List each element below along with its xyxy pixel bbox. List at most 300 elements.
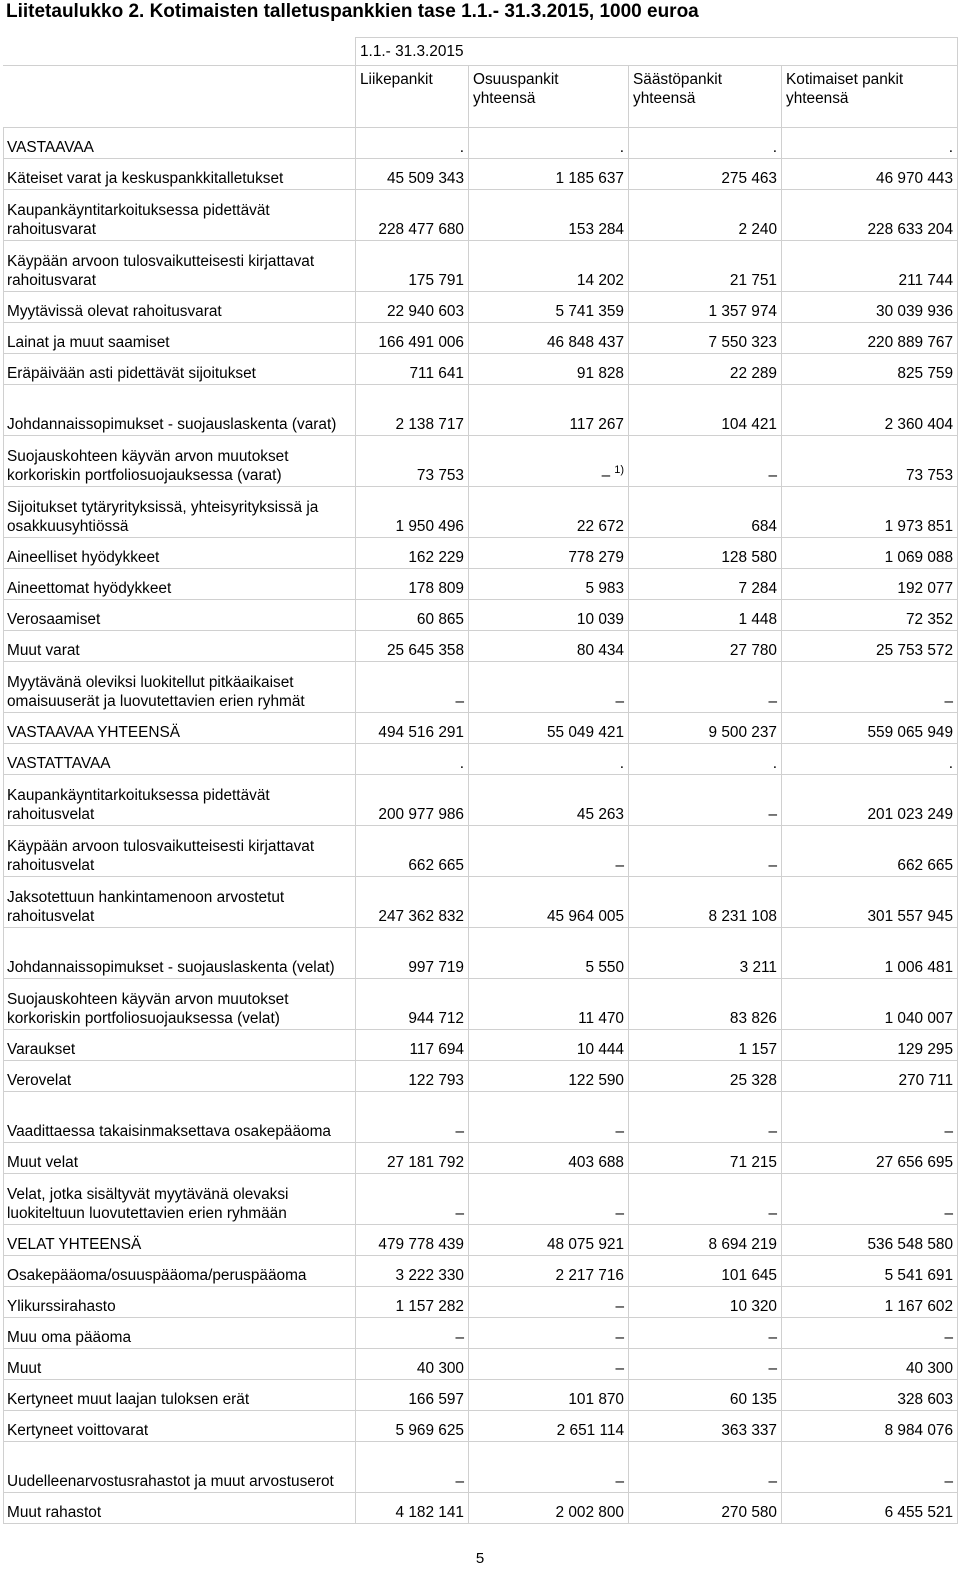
footnote-marker: 1)	[614, 464, 624, 476]
cell-value-text: 162 229	[408, 549, 464, 566]
cell-value-text: 536 548 580	[867, 1236, 954, 1253]
table-row	[4, 1174, 958, 1225]
row-label: Muut velat	[4, 1143, 356, 1174]
cell-value	[629, 323, 782, 354]
cell-value	[782, 323, 958, 354]
cell-value-text: .	[948, 755, 954, 772]
cell-value-text: –	[944, 1473, 954, 1490]
cell-value	[782, 1061, 958, 1092]
cell-value	[356, 487, 469, 538]
cell-value	[469, 1411, 629, 1442]
cell-value-text: 30 039 936	[876, 303, 954, 320]
cell-value-text: –	[455, 1473, 464, 1490]
table-row	[4, 241, 958, 292]
cell-value-text: 46 970 443	[876, 170, 954, 187]
cell-value	[356, 1174, 469, 1225]
cell-value-text: 25 328	[729, 1072, 777, 1089]
cell-value-text: 178 809	[408, 580, 464, 597]
row-label: Velat, jotka sisältyvät myytävänä olevaksi luokiteltuun luovutettavien erien ryhmään	[4, 1174, 356, 1225]
cell-value-text: 80 434	[576, 642, 624, 659]
table-row	[4, 436, 958, 487]
cell-value	[356, 436, 469, 487]
cell-value	[356, 538, 469, 569]
cell-value-text: 10 039	[576, 611, 624, 628]
cell-value	[782, 979, 958, 1030]
cell-value	[782, 1256, 958, 1287]
cell-value-text: 27 181 792	[386, 1154, 464, 1171]
cell-value	[356, 1225, 469, 1256]
cell-value-text: .	[459, 755, 464, 772]
cell-value	[469, 1061, 629, 1092]
row-label: Vaadittaessa takaisinmaksettava osakepääoma	[4, 1092, 356, 1143]
cell-value	[629, 1061, 782, 1092]
cell-value	[629, 1174, 782, 1225]
cell-value-text: 192 077	[897, 580, 954, 597]
cell-value-text: 1 448	[738, 611, 777, 628]
cell-value	[356, 1287, 469, 1318]
cell-value	[356, 1061, 469, 1092]
period-header-row	[4, 38, 958, 66]
cell-value	[782, 928, 958, 979]
cell-value	[469, 569, 629, 600]
cell-value	[469, 631, 629, 662]
row-label: Käypään arvoon tulosvaikutteisesti kirjattavat rahoitusvelat	[4, 826, 356, 877]
cell-value-text: –	[768, 467, 777, 484]
cell-value-text: 5 969 625	[395, 1422, 464, 1439]
cell-value-text: 1 040 007	[884, 1010, 954, 1027]
cell-value-text: –	[768, 857, 777, 874]
row-label: Verosaamiset	[4, 600, 356, 631]
table-row	[4, 292, 958, 323]
cell-value	[356, 292, 469, 323]
cell-value	[782, 775, 958, 826]
cell-value	[629, 928, 782, 979]
cell-value	[469, 538, 629, 569]
cell-value	[469, 826, 629, 877]
cell-value-text: 101 870	[568, 1391, 624, 1408]
table-row	[4, 775, 958, 826]
cell-value-text: 1 167 602	[884, 1298, 954, 1315]
cell-value-text: 71 215	[729, 1154, 777, 1171]
cell-value-text: –	[601, 467, 611, 484]
page-title: Liitetaulukko 2. Kotimaisten talletuspankkien tase 1.1.- 31.3.2015, 1000 euroa	[6, 1, 699, 22]
cell-value-text: 3 211	[739, 959, 777, 976]
cell-value	[782, 1411, 958, 1442]
table-row	[4, 385, 958, 436]
cell-value	[782, 292, 958, 323]
cell-value-text: 2 002 800	[555, 1504, 624, 1521]
cell-value	[629, 826, 782, 877]
cell-value-text: 662 665	[408, 857, 464, 874]
row-label: Myytävänä oleviksi luokitellut pitkäaikaiset omaisuuserät ja luovutettavien erien ryhmät	[4, 662, 356, 713]
row-label: Käypään arvoon tulosvaikutteisesti kirjattavat rahoitusvarat	[4, 241, 356, 292]
cell-value	[356, 1411, 469, 1442]
cell-value-text: 73 753	[905, 467, 954, 484]
row-label: Johdannaissopimukset - suojauslaskenta (velat)	[4, 928, 356, 979]
cell-value-text: –	[455, 1329, 464, 1346]
cell-value	[629, 538, 782, 569]
cell-value	[356, 744, 469, 775]
cell-value	[629, 1411, 782, 1442]
cell-value-text: 27 656 695	[876, 1154, 954, 1171]
page-number: 5	[475, 1550, 485, 1567]
row-label: Kertyneet voittovarat	[4, 1411, 356, 1442]
cell-value-text: 10 320	[729, 1298, 777, 1315]
table-row	[4, 1442, 958, 1493]
row-label: Jaksotettuun hankintamenoon arvostetut rahoitusvelat	[4, 877, 356, 928]
cell-value-text: 128 580	[721, 549, 777, 566]
row-label: Kertyneet muut laajan tuloksen erät	[4, 1380, 356, 1411]
cell-value-text: 8 984 076	[884, 1422, 954, 1439]
row-label: Uudelleenarvostusrahastot ja muut arvostuserot	[4, 1442, 356, 1493]
cell-value-text: 60 135	[729, 1391, 777, 1408]
cell-value	[469, 662, 629, 713]
table-row	[4, 877, 958, 928]
cell-value-text: 40 300	[905, 1360, 954, 1377]
cell-value-text: –	[615, 1205, 624, 1222]
table-row	[4, 128, 958, 159]
cell-value	[629, 1092, 782, 1143]
cell-value-text: 9 500 237	[708, 724, 777, 741]
cell-value-text: 1 185 637	[555, 170, 624, 187]
cell-value-text: 1 973 851	[884, 518, 954, 535]
cell-value-text: 122 590	[568, 1072, 624, 1089]
cell-value	[356, 1092, 469, 1143]
cell-value-text: 4 182 141	[395, 1504, 464, 1521]
column-header: Liikepankit	[356, 66, 469, 128]
cell-value-text: 3 222 330	[395, 1267, 464, 1284]
cell-value-text: –	[455, 1123, 464, 1140]
cell-value	[356, 826, 469, 877]
cell-value-text: 247 362 832	[378, 908, 464, 925]
cell-value	[469, 928, 629, 979]
row-label: Sijoitukset tytäryrityksissä, yhteisyrityksissä ja osakkuusyhtiössä	[4, 487, 356, 538]
cell-value	[469, 1256, 629, 1287]
balance-sheet-table	[3, 37, 958, 1524]
cell-value	[782, 600, 958, 631]
cell-value	[629, 1143, 782, 1174]
cell-value	[629, 1256, 782, 1287]
cell-value-text: 46 848 437	[546, 334, 624, 351]
cell-value-text: 270 580	[721, 1504, 777, 1521]
cell-value	[469, 323, 629, 354]
row-label: Muut rahastot	[4, 1493, 356, 1524]
header-corner	[4, 66, 356, 128]
cell-value	[782, 487, 958, 538]
cell-value	[469, 354, 629, 385]
cell-value-text: .	[619, 755, 624, 772]
cell-value-text: 22 289	[729, 365, 777, 382]
cell-value	[629, 354, 782, 385]
table-row	[4, 190, 958, 241]
cell-value	[469, 385, 629, 436]
cell-value-text: 6 455 521	[884, 1504, 954, 1521]
cell-value	[356, 713, 469, 744]
table-row	[4, 1061, 958, 1092]
cell-value	[469, 1143, 629, 1174]
cell-value-text: 1 069 088	[884, 549, 954, 566]
cell-value	[356, 979, 469, 1030]
cell-value	[629, 1493, 782, 1524]
cell-value-text: –	[455, 693, 464, 710]
cell-value-text: 363 337	[721, 1422, 777, 1439]
cell-value-text: 72 352	[905, 611, 954, 628]
row-label: Ylikurssirahasto	[4, 1287, 356, 1318]
cell-value	[782, 538, 958, 569]
cell-value-text: 403 688	[568, 1154, 624, 1171]
cell-value-text: 22 940 603	[386, 303, 464, 320]
cell-value	[469, 1174, 629, 1225]
row-label: Verovelat	[4, 1061, 356, 1092]
cell-value	[469, 292, 629, 323]
cell-value-text: 40 300	[416, 1360, 464, 1377]
cell-value-text: 2 217 716	[555, 1267, 624, 1284]
row-label: Suojauskohteen käyvän arvon muutokset korkoriskin portfoliosuojauksessa (varat)	[4, 436, 356, 487]
cell-value-text: 83 826	[729, 1010, 777, 1027]
cell-value-text: 2 240	[738, 221, 777, 238]
cell-value	[469, 1442, 629, 1493]
cell-value	[469, 1092, 629, 1143]
cell-value-text: .	[459, 139, 464, 156]
cell-value-text: –	[615, 1329, 624, 1346]
cell-value	[782, 1143, 958, 1174]
cell-value-text: 55 049 421	[546, 724, 624, 741]
cell-value	[782, 1225, 958, 1256]
cell-value	[629, 1318, 782, 1349]
cell-value-text: –	[768, 1360, 777, 1377]
cell-value-text: 494 516 291	[378, 724, 464, 741]
cell-value	[629, 436, 782, 487]
cell-value	[356, 1349, 469, 1380]
row-label: VASTATTAVAA	[4, 744, 356, 775]
header-corner	[4, 38, 356, 66]
cell-value	[356, 662, 469, 713]
cell-value-text: –	[615, 1473, 624, 1490]
table-row	[4, 1256, 958, 1287]
cell-value	[782, 1380, 958, 1411]
cell-value-text: 1 157 282	[395, 1298, 464, 1315]
cell-value-text: 1 357 974	[708, 303, 777, 320]
cell-value-text: 270 711	[898, 1072, 954, 1089]
row-label: Myytävissä olevat rahoitusvarat	[4, 292, 356, 323]
cell-value	[629, 1287, 782, 1318]
cell-value-text: 684	[751, 518, 777, 535]
cell-value-text: –	[944, 1329, 954, 1346]
cell-value-text: 711 641	[409, 365, 464, 382]
cell-value-text: .	[772, 755, 777, 772]
cell-value	[629, 631, 782, 662]
cell-value	[782, 877, 958, 928]
cell-value	[782, 1287, 958, 1318]
cell-value-text: 22 672	[576, 518, 624, 535]
cell-value-text: .	[619, 139, 624, 156]
column-header: Säästöpankit yhteensä	[629, 66, 782, 128]
cell-value-text: 8 231 108	[708, 908, 777, 925]
table-row	[4, 159, 958, 190]
cell-value	[782, 569, 958, 600]
cell-value	[356, 241, 469, 292]
cell-value	[469, 1287, 629, 1318]
cell-value	[469, 1318, 629, 1349]
cell-value	[629, 292, 782, 323]
row-label: VASTAAVAA	[4, 128, 356, 159]
cell-value-text: –	[768, 1123, 777, 1140]
table-row	[4, 354, 958, 385]
cell-value	[629, 569, 782, 600]
cell-value-text: –	[768, 1205, 777, 1222]
cell-value-text: –	[944, 1205, 954, 1222]
cell-value	[782, 436, 958, 487]
table-row	[4, 1349, 958, 1380]
cell-value-text: –	[944, 693, 954, 710]
cell-value	[356, 928, 469, 979]
cell-value	[356, 1143, 469, 1174]
row-label: Muut	[4, 1349, 356, 1380]
table-row	[4, 487, 958, 538]
row-label: Lainat ja muut saamiset	[4, 323, 356, 354]
cell-value	[629, 600, 782, 631]
cell-value-text: 48 075 921	[546, 1236, 624, 1253]
cell-value	[629, 159, 782, 190]
cell-value-text: 201 023 249	[867, 806, 954, 823]
cell-value-text: 45 964 005	[546, 908, 624, 925]
cell-value-text: 944 712	[408, 1010, 464, 1027]
cell-value-text: –	[768, 1473, 777, 1490]
table-row	[4, 538, 958, 569]
cell-value	[782, 744, 958, 775]
table-row	[4, 323, 958, 354]
cell-value-text: 122 793	[408, 1072, 464, 1089]
row-label: VELAT YHTEENSÄ	[4, 1225, 356, 1256]
cell-value	[469, 487, 629, 538]
cell-value	[629, 128, 782, 159]
cell-value-text: 14 202	[576, 272, 624, 289]
row-label: Johdannaissopimukset - suojauslaskenta (varat)	[4, 385, 356, 436]
cell-value-text: –	[455, 1205, 464, 1222]
cell-value	[629, 241, 782, 292]
cell-value-text: 153 284	[568, 221, 624, 238]
table-row	[4, 1225, 958, 1256]
cell-value	[629, 775, 782, 826]
table-row	[4, 600, 958, 631]
column-header: Osuuspankit yhteensä	[469, 66, 629, 128]
cell-value	[469, 877, 629, 928]
cell-value	[356, 877, 469, 928]
cell-value-text: 25 753 572	[876, 642, 954, 659]
cell-value-text: 5 541 691	[884, 1267, 954, 1284]
table-row	[4, 744, 958, 775]
cell-value-text: .	[772, 139, 777, 156]
cell-value-text: 10 444	[576, 1041, 624, 1058]
cell-value-text: 1 157	[738, 1041, 777, 1058]
cell-value	[356, 190, 469, 241]
cell-value	[469, 241, 629, 292]
cell-value-text: –	[615, 693, 624, 710]
cell-value	[356, 323, 469, 354]
cell-value-text: 8 694 219	[708, 1236, 777, 1253]
cell-value-text: 1 006 481	[884, 959, 954, 976]
cell-value	[629, 1225, 782, 1256]
row-label: Varaukset	[4, 1030, 356, 1061]
cell-value-text: 7 550 323	[708, 334, 777, 351]
row-label: Muut varat	[4, 631, 356, 662]
cell-value	[469, 1380, 629, 1411]
table-row	[4, 662, 958, 713]
table-row	[4, 1380, 958, 1411]
cell-value	[782, 1349, 958, 1380]
cell-value	[782, 385, 958, 436]
cell-value	[629, 1030, 782, 1061]
cell-value	[356, 385, 469, 436]
cell-value	[629, 385, 782, 436]
cell-value	[356, 600, 469, 631]
cell-value	[782, 826, 958, 877]
cell-value	[782, 713, 958, 744]
cell-value	[356, 1380, 469, 1411]
cell-value-text: –	[944, 1123, 954, 1140]
table-row	[4, 1092, 958, 1143]
cell-value	[469, 600, 629, 631]
cell-value-text: 228 477 680	[378, 221, 464, 238]
cell-value-text: –	[768, 693, 777, 710]
cell-value-text: 25 645 358	[386, 642, 464, 659]
column-header-row	[4, 66, 958, 128]
cell-value-text: 559 065 949	[867, 724, 954, 741]
cell-value-text: 45 263	[576, 806, 624, 823]
cell-value-text: 27 780	[729, 642, 777, 659]
cell-value	[782, 1493, 958, 1524]
row-label: Kaupankäyntitarkoituksessa pidettävät rahoitusvelat	[4, 775, 356, 826]
cell-value-text: 104 421	[721, 416, 777, 433]
table-row	[4, 1493, 958, 1524]
cell-value-text: –	[615, 857, 624, 874]
cell-value-text: 5 741 359	[555, 303, 624, 320]
cell-value-text: 275 463	[721, 170, 777, 187]
table-row	[4, 1411, 958, 1442]
cell-value	[629, 1442, 782, 1493]
cell-value	[356, 354, 469, 385]
cell-value-text: –	[615, 1360, 624, 1377]
cell-value-text: 7 284	[738, 580, 777, 597]
cell-value	[469, 1349, 629, 1380]
cell-value-text: –	[768, 806, 777, 823]
cell-value	[356, 631, 469, 662]
cell-value-text: 5 550	[585, 959, 624, 976]
cell-value	[629, 1349, 782, 1380]
cell-value	[469, 159, 629, 190]
cell-value	[469, 775, 629, 826]
cell-value-text: 662 665	[897, 857, 954, 874]
cell-value	[356, 1442, 469, 1493]
cell-value	[782, 1318, 958, 1349]
cell-value-text: 117 267	[569, 416, 624, 433]
cell-value-text: 1 950 496	[395, 518, 464, 535]
cell-value-text: 997 719	[408, 959, 464, 976]
cell-value	[469, 190, 629, 241]
cell-value-text: 2 138 717	[395, 416, 464, 433]
cell-value	[356, 775, 469, 826]
cell-value	[629, 487, 782, 538]
cell-value	[469, 1225, 629, 1256]
table-row	[4, 631, 958, 662]
table-row	[4, 1287, 958, 1318]
cell-value	[356, 128, 469, 159]
cell-value	[629, 877, 782, 928]
period-header: 1.1.- 31.3.2015	[356, 38, 958, 66]
cell-value	[356, 159, 469, 190]
row-label: Muu oma pääoma	[4, 1318, 356, 1349]
table-row	[4, 979, 958, 1030]
